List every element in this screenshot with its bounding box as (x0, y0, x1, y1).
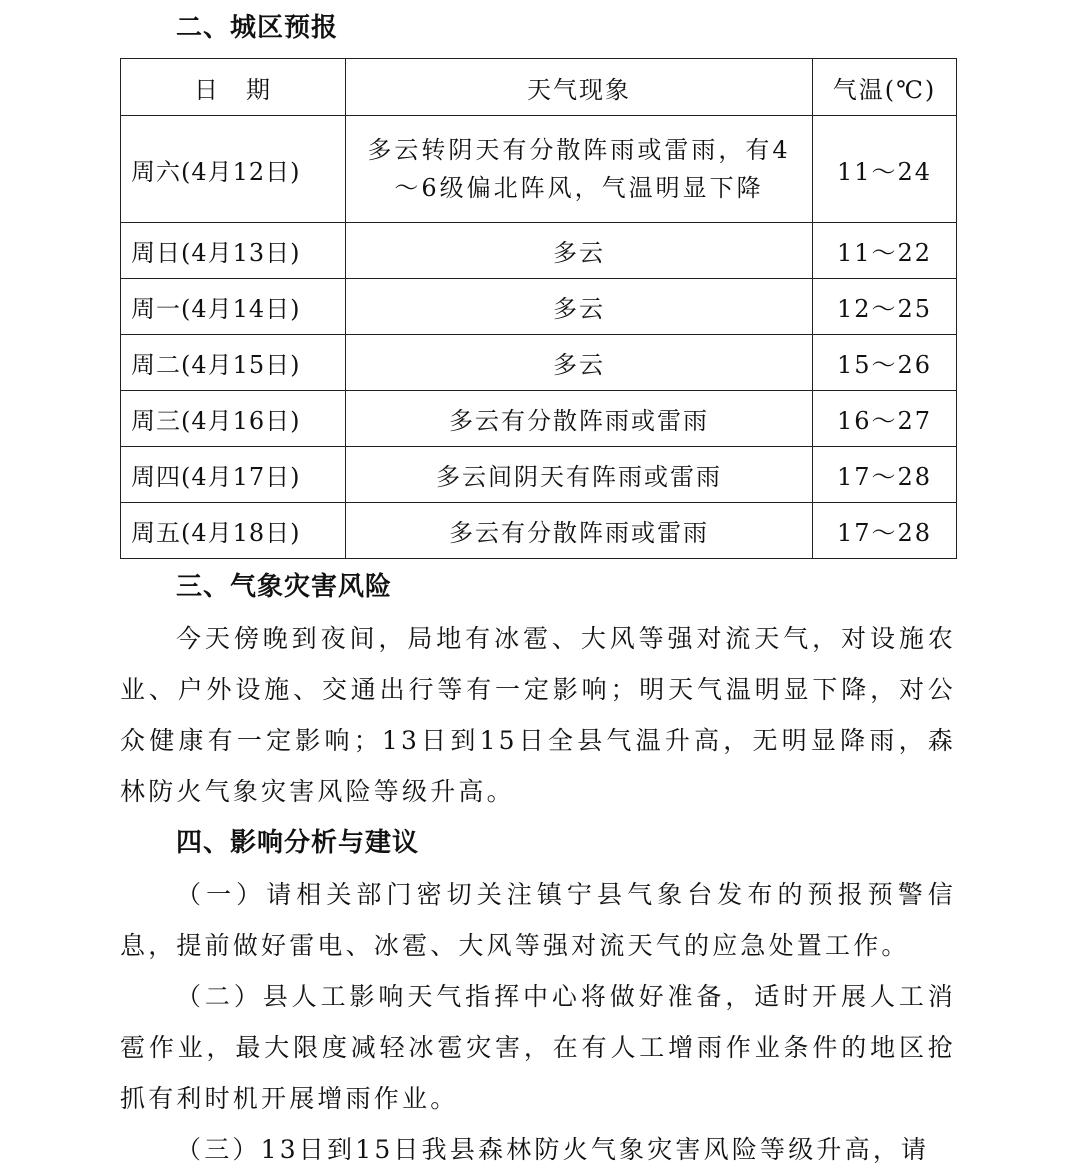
header-weather: 天气现象 (346, 59, 813, 116)
table-row (121, 223, 957, 279)
advice-item-1: （一）请相关部门密切关注镇宁县气象台发布的预报预警信息，提前做好雷电、冰雹、大风等强对流天气的应急处置工作。 (120, 880, 956, 960)
section-heading-analysis-advice: 四、影响分析与建议 (176, 828, 420, 858)
table-row (121, 279, 957, 335)
weather-cell: 多云有分散阵雨或雷雨 (346, 503, 813, 559)
temperature-cell: 15～26 (813, 335, 957, 391)
section-heading-disaster-risk: 三、气象灾害风险 (176, 572, 393, 602)
temperature-cell: 17～28 (813, 503, 957, 559)
table-row (121, 447, 957, 503)
date-cell: 周一(4月14日) (121, 279, 346, 335)
temperature-cell: 11～24 (813, 116, 957, 223)
table-row (121, 503, 957, 559)
date-cell: 周六(4月12日) (121, 116, 346, 223)
temperature-cell: 12～25 (813, 279, 957, 335)
risk-paragraph: 今天傍晚到夜间，局地有冰雹、大风等强对流天气，对设施农业、户外设施、交通出行等有一定影响；明天气温明显下降，对公众健康有一定影响；13日到15日全县气温升高，无明显降雨，森林防火气象灾害风险等级升高。 (120, 624, 956, 806)
temperature-cell: 16～27 (813, 391, 957, 447)
section-heading-city-forecast: 二、城区预报 (176, 13, 339, 43)
weather-cell: 多云 (346, 223, 813, 279)
weather-cell: 多云转阴天有分散阵雨或雷雨，有4～6级偏北阵风，气温明显下降 (346, 116, 813, 223)
temperature-cell: 17～28 (813, 447, 957, 503)
forecast-table (120, 58, 957, 559)
weather-cell: 多云有分散阵雨或雷雨 (346, 391, 813, 447)
date-cell: 周四(4月17日) (121, 447, 346, 503)
advice-item-3: （三）13日到15日我县森林防火气象灾害风险等级升高，请 (176, 1135, 930, 1164)
date-cell: 周日(4月13日) (121, 223, 346, 279)
date-cell: 周五(4月18日) (121, 503, 346, 559)
weather-cell: 多云间阴天有阵雨或雷雨 (346, 447, 813, 503)
weather-cell: 多云 (346, 335, 813, 391)
header-temperature: 气温(℃) (813, 59, 957, 116)
table-row (121, 335, 957, 391)
weather-cell: 多云 (346, 279, 813, 335)
table-row (121, 391, 957, 447)
table-row (121, 116, 957, 223)
advice-item-2: （二）县人工影响天气指挥中心将做好准备，适时开展人工消雹作业，最大限度减轻冰雹灾害，在有人工增雨作业条件的地区抢抓有利时机开展增雨作业。 (120, 982, 956, 1113)
header-date: 日 期 (121, 59, 346, 116)
temperature-cell: 11～22 (813, 223, 957, 279)
date-cell: 周三(4月16日) (121, 391, 346, 447)
document-page (120, 0, 956, 1175)
table-header-row (121, 59, 957, 116)
date-cell: 周二(4月15日) (121, 335, 346, 391)
